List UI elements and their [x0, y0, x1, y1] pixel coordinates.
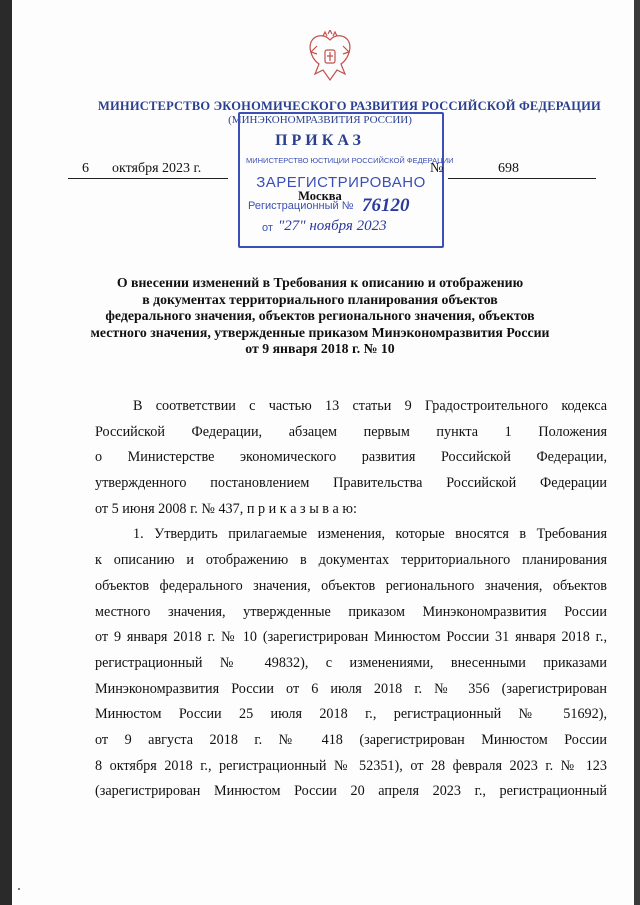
- stamp-date-handwritten: "27" ноября 2023: [278, 218, 387, 234]
- document-type: ПРИКАЗ: [275, 132, 365, 149]
- order-date: [68, 161, 228, 179]
- stamp-reg-label: Регистрационный №: [248, 200, 354, 212]
- order-number: 698: [498, 161, 519, 176]
- body-line: В соответствии с частью 13 статьи 9 Градостроительного кодекса: [133, 398, 607, 414]
- order-number-field: [448, 161, 596, 179]
- ministry-short-name: (МИНЭКОНОМРАЗВИТИЯ РОССИИ): [228, 114, 412, 126]
- scan-speck: [18, 888, 20, 890]
- body-line: от 5 июня 2008 г. № 437, п р и к а з ы в а ю:: [95, 500, 357, 517]
- body-line: от 9 августа 2018 г. № 418 (зарегистрирован Минюстом России: [95, 731, 607, 748]
- number-sign: №: [430, 161, 444, 176]
- title-line: федерального значения, объектов регионального значения, объектов: [105, 308, 535, 323]
- ministry-name: МИНИСТЕРСТВО ЭКОНОМИЧЕСКОГО РАЗВИТИЯ РОССИЙСКОЙ ФЕДЕРАЦИИ: [98, 99, 601, 113]
- body-line: 8 октября 2018 г., регистрационный № 52351), от 28 февраля 2023 г. № 123: [95, 757, 607, 774]
- order-date-month-year: октября 2023 г.: [112, 161, 202, 176]
- body-line: от 9 января 2018 г. № 10 (зарегистрирован Минюстом России 31 января 2018 г.,: [95, 629, 607, 646]
- title-line: в документах территориального планирования объектов: [142, 291, 498, 307]
- document-title: [70, 275, 570, 358]
- title-line: О внесении изменений в Требования к описанию и отображению: [116, 275, 524, 290]
- stamp-organization: МИНИСТЕРСТВО ЮСТИЦИИ РОССИЙСКОЙ ФЕДЕРАЦИИ: [246, 156, 454, 165]
- body-line: Российской Федерации, абзацем первым пункта 1 Положения: [95, 423, 607, 440]
- title-line: местного значения, утвержденные приказом Минэкономразвития России: [90, 324, 550, 340]
- stamp-registered: ЗАРЕГИСТРИРОВАНО: [256, 174, 426, 191]
- document-body: [95, 394, 607, 805]
- order-date-day: 6: [82, 161, 89, 176]
- body-line: объектов федерального значения, объектов регионального значения, объектов: [95, 577, 607, 594]
- body-line: утвержденного постановлением Правительства Российской Федерации: [95, 475, 607, 492]
- body-line: регистрационный № 49832), с изменениями, внесенными приказами: [95, 654, 607, 671]
- city: Москва: [298, 189, 342, 203]
- registration-stamp: [238, 112, 454, 248]
- body-line: местного значения, утвержденные приказом Минэкономразвития России: [95, 603, 607, 620]
- body-line: Минэкономразвития России от 6 июля 2018 г. № 356 (зарегистрирован: [95, 680, 607, 697]
- stamp-date-label: от: [262, 222, 273, 234]
- body-line: к описанию и отображению в документах территориального планирования: [95, 552, 607, 569]
- body-line: 1. Утвердить прилагаемые изменения, которые вносятся в Требования: [133, 526, 607, 543]
- coat-of-arms-icon: [305, 30, 355, 88]
- body-line: (зарегистрирован Минюстом России 20 апреля 2023 г., регистрационный: [95, 783, 607, 800]
- body-line: Минюстом России 25 июля 2018 г., регистрационный № 51692),: [95, 706, 607, 723]
- title-line: от 9 января 2018 г. № 10: [245, 341, 395, 356]
- body-line: о Министерстве экономического развития Российской Федерации,: [95, 449, 607, 466]
- stamp-reg-number: 76120: [362, 195, 410, 216]
